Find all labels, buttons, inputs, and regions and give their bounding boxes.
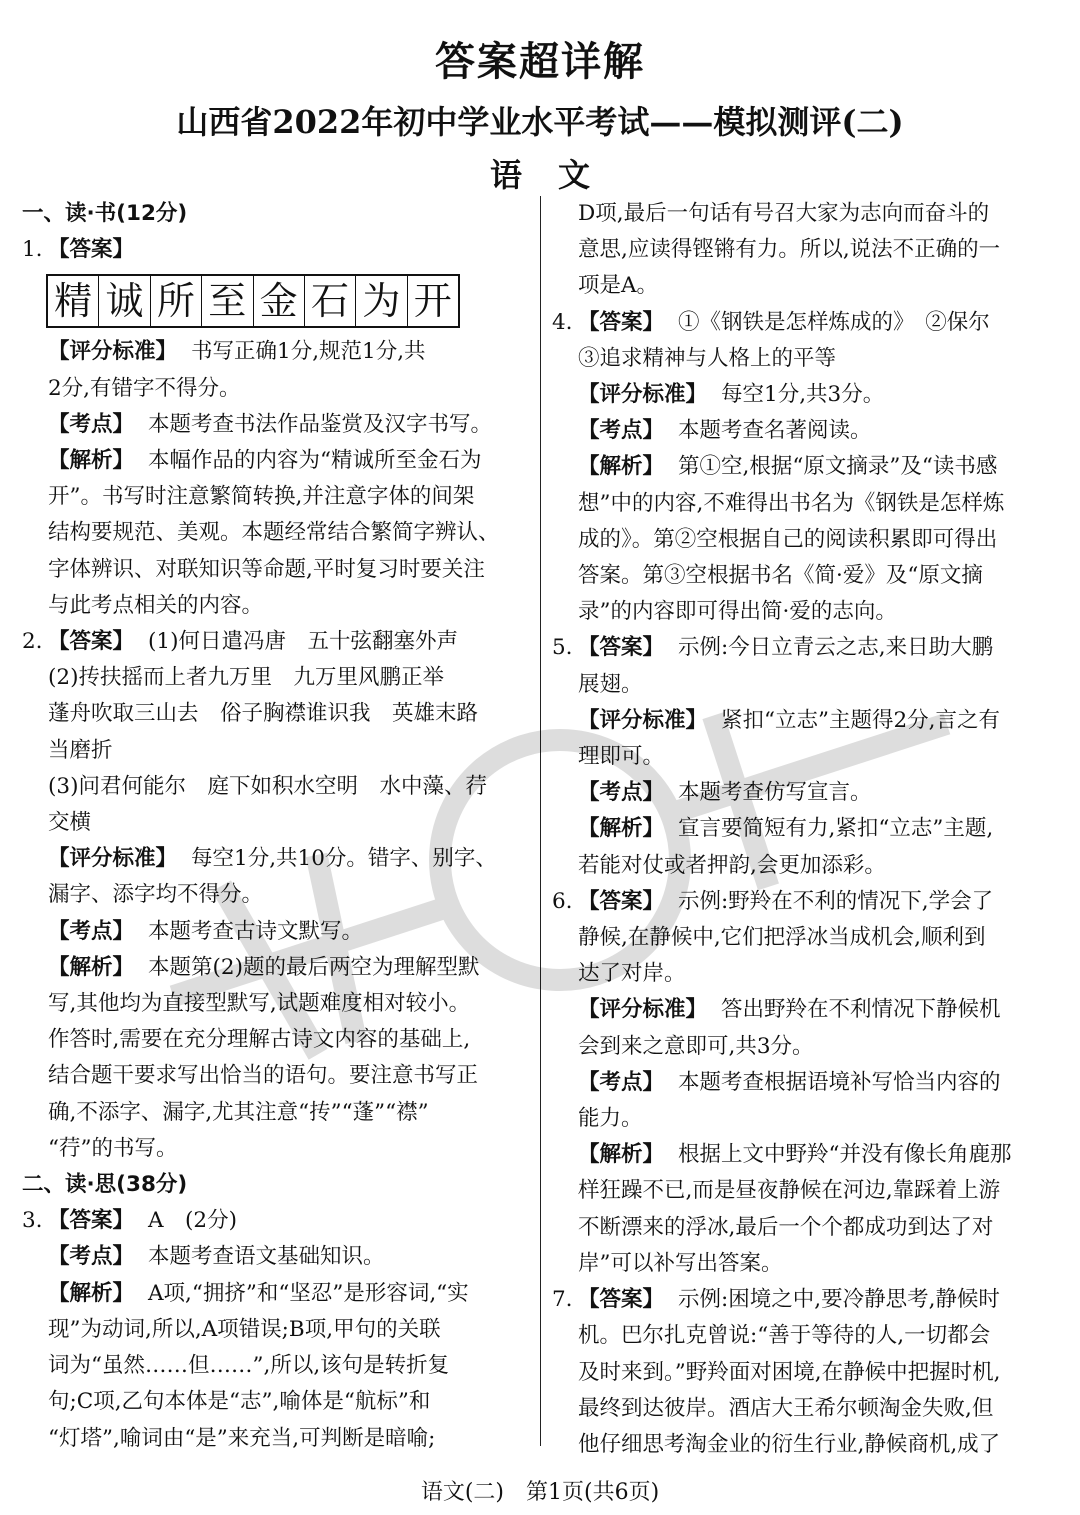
analysis-label: 【解析】 <box>48 1280 135 1306</box>
knowledge-text: 本题考查古诗文默写。 <box>148 918 364 944</box>
subject-title <box>0 150 1080 196</box>
answer-line: 及时来到。”野羚面对困境,在静候中把握时机, <box>578 1359 1001 1385</box>
answer-text: A (2分) <box>148 1208 237 1234</box>
analysis-line: 不断漂来的浮冰,最后一个个都成功到达了对 <box>578 1214 994 1240</box>
scoring-label: 【评分标准】 <box>578 707 708 733</box>
analysis-line: 想”中的内容,不难得出书名为《钢铁是怎样炼 <box>578 490 1005 516</box>
q6-knowledge-point <box>552 1065 1058 1101</box>
question-6 <box>552 884 1058 920</box>
question-1 <box>22 232 528 268</box>
q3-analysis-cont: 意思,应读得铿锵有力。所以,说法不正确的一 <box>578 237 1001 263</box>
scoring-text-cont: 2分,有错字不得分。 <box>48 375 241 401</box>
analysis-line: 与此考点相关的内容。 <box>48 592 264 618</box>
knowledge-label: 【考点】 <box>48 918 135 944</box>
analysis-line: 开”。书写时注意繁简转换,并注意字体的间架 <box>48 484 475 510</box>
answer-label: 【答案】 <box>578 888 665 914</box>
grid-cell: 为 <box>356 276 407 326</box>
answer-text: 示例:野羚在不利的情况下,学会了 <box>678 888 994 914</box>
q3-analysis <box>22 1276 528 1312</box>
q1-knowledge-point <box>22 407 528 443</box>
analysis-text: 宣言要简短有力,紧扣“立志”主题, <box>678 816 994 842</box>
question-number: 5. <box>552 635 573 661</box>
answer-label: 【答案】 <box>578 635 665 661</box>
q5-analysis <box>552 811 1058 847</box>
answer-line: ③追求精神与人格上的平等 <box>578 345 837 371</box>
answer-text: ①《钢铁是怎样炼成的》 ②保尔 <box>678 309 990 335</box>
answer-text: 示例:困境之中,要冷静思考,静候时 <box>678 1287 1000 1313</box>
answer-text: (1)何日遣冯唐 五十弦翻塞外声 <box>148 629 458 655</box>
analysis-line: 成的》。第②空根据自己的阅读积累即可得出 <box>578 526 998 552</box>
analysis-line: 岸”可以补写出答案。 <box>578 1250 783 1276</box>
question-2 <box>22 624 528 660</box>
question-4 <box>552 305 1058 341</box>
q3-analysis-cont: 项是A。 <box>578 273 659 299</box>
q2-knowledge-point <box>22 914 528 950</box>
analysis-label: 【解析】 <box>48 448 135 474</box>
grid-cell: 所 <box>151 276 202 326</box>
analysis-line: 录”的内容即可得出简·爱的志向。 <box>578 599 897 625</box>
analysis-line: 现”为动词,所以,A项错误;B项,甲句的关联 <box>48 1316 441 1342</box>
analysis-line: 结构要规范、美观。本题经常结合繁简字辨认、 <box>48 520 500 546</box>
answer-line: 当磨折 <box>48 737 113 763</box>
knowledge-label: 【考点】 <box>48 1244 135 1270</box>
analysis-line: “灯塔”,喻词由“是”来充当,可判断是暗喻; <box>48 1425 436 1451</box>
answer-label: 【答案】 <box>48 629 135 655</box>
answer-line: 展翅。 <box>578 671 643 697</box>
question-7 <box>552 1282 1058 1318</box>
answer-line: 交横 <box>48 810 92 836</box>
scoring-text-cont: 会到来之意即可,共3分。 <box>578 1033 814 1059</box>
scoring-text-cont: 漏字、添字均不得分。 <box>48 882 264 908</box>
q4-scoring <box>552 377 1058 413</box>
answer-label: 【答案】 <box>578 1287 665 1313</box>
grid-cell: 至 <box>202 276 253 326</box>
scoring-label: 【评分标准】 <box>48 339 178 365</box>
grid-cell: 金 <box>254 276 305 326</box>
q4-knowledge-point <box>552 413 1058 449</box>
knowledge-text: 本题考查书法作品鉴赏及汉字书写。 <box>148 411 493 437</box>
knowledge-text: 本题考查根据语境补写恰当内容的 <box>678 1069 1001 1095</box>
analysis-text: 根据上文中野羚“并没有像长角鹿那 <box>678 1142 1012 1168</box>
section-heading-2: 二、读·思(38分) <box>22 1172 188 1198</box>
answer-line: 达了对岸。 <box>578 961 686 987</box>
q1-analysis <box>22 443 528 479</box>
analysis-line: 句;C项,乙句本体是“志”,喻体是“航标”和 <box>48 1389 431 1415</box>
section-heading-1: 一、读·书(12分) <box>22 201 188 226</box>
q1-scoring <box>22 334 528 370</box>
exam-title: 山西省2022年初中学业水平考试——模拟测评(二) <box>176 103 904 141</box>
q2-analysis <box>22 950 528 986</box>
q2-scoring <box>22 841 528 877</box>
answer-line: 静候,在静候中,它们把浮冰当成机会,顺利到 <box>578 925 986 951</box>
left-column <box>22 196 528 1457</box>
grid-cell: 精 <box>48 276 99 326</box>
knowledge-text: 本题考查语文基础知识。 <box>148 1244 385 1270</box>
right-column <box>552 196 1058 1463</box>
analysis-line: 写,其他均为直接型默写,试题难度相对较小。 <box>48 991 471 1017</box>
answer-line: 最终到达彼岸。酒店大王希尔顿淘金失败,但 <box>578 1395 994 1421</box>
subject-char-1: 语 <box>489 156 522 194</box>
calligraphy-grid <box>46 274 460 328</box>
knowledge-label: 【考点】 <box>578 780 665 806</box>
question-number: 1. <box>22 237 43 263</box>
analysis-line: 结合题干要求写出恰当的语句。要注意书写正 <box>48 1063 479 1089</box>
page-banner-title: 答案超详解 <box>435 39 645 85</box>
analysis-line: 答案。第③空根据书名《简·爱》及“原文摘 <box>578 563 983 589</box>
q5-knowledge-point <box>552 775 1058 811</box>
q5-scoring <box>552 703 1058 739</box>
knowledge-label: 【考点】 <box>578 418 665 444</box>
knowledge-text: 本题考查仿写宣言。 <box>678 780 872 806</box>
analysis-text: 本题第(2)题的最后两空为理解型默 <box>148 954 480 980</box>
q3-knowledge-point <box>22 1239 528 1275</box>
question-number: 7. <box>552 1287 573 1313</box>
analysis-label: 【解析】 <box>578 454 665 480</box>
answer-line: (2)抟扶摇而上者九万里 九万里风鹏正举 <box>48 665 444 691</box>
analysis-line: 若能对仗或者押韵,会更加添彩。 <box>578 852 886 878</box>
scoring-text: 每空1分,共3分。 <box>721 382 885 408</box>
page-footer: 语文(二) 第1页(共6页) <box>420 1480 660 1505</box>
question-number: 2. <box>22 629 43 655</box>
analysis-label: 【解析】 <box>578 816 665 842</box>
scoring-label: 【评分标准】 <box>48 846 178 872</box>
question-number: 3. <box>22 1208 43 1234</box>
analysis-label: 【解析】 <box>48 954 135 980</box>
answer-label: 【答案】 <box>48 1208 135 1234</box>
answer-label: 【答案】 <box>48 237 135 263</box>
question-5 <box>552 630 1058 666</box>
answer-line: 蓬舟吹取三山去 俗子胸襟谁识我 英雄末路 <box>48 701 479 727</box>
grid-cell: 开 <box>413 279 452 324</box>
column-divider <box>540 196 541 1446</box>
answer-label: 【答案】 <box>578 309 665 335</box>
answer-line: 机。巴尔扎克曾说:“善于等待的人,一切都会 <box>578 1323 991 1349</box>
answer-line: (3)问君何能尔 庭下如积水空明 水中藻、荇 <box>48 773 487 799</box>
scoring-label: 【评分标准】 <box>578 997 708 1023</box>
answer-text: 示例:今日立青云之志,来日助大鹏 <box>678 635 994 661</box>
analysis-text: 第①空,根据“原文摘录”及“读书感 <box>678 454 998 480</box>
scoring-text: 书写正确1分,规范1分,共 <box>191 339 426 365</box>
knowledge-text-cont: 能力。 <box>578 1106 643 1132</box>
answer-line: 他仔细思考淘金业的衍生行业,静候商机,成了 <box>578 1431 1001 1457</box>
analysis-line: 字体辨识、对联知识等命题,平时复习时要关注 <box>48 556 485 582</box>
subject-char-2: 文 <box>558 156 591 194</box>
analysis-label: 【解析】 <box>578 1142 665 1168</box>
q6-scoring <box>552 992 1058 1028</box>
analysis-line: 确,不添字、漏字,尤其注意“抟”“蓬”“襟” <box>48 1099 429 1125</box>
grid-cell: 石 <box>305 276 356 326</box>
knowledge-label: 【考点】 <box>48 411 135 437</box>
question-number: 6. <box>552 888 573 914</box>
q4-analysis <box>552 449 1058 485</box>
analysis-text: 本幅作品的内容为“精诚所至金石为 <box>148 448 482 474</box>
question-number: 4. <box>552 309 573 335</box>
q6-analysis <box>552 1137 1058 1173</box>
knowledge-text: 本题考查名著阅读。 <box>678 418 872 444</box>
scoring-text: 紧扣“立志”主题得2分,言之有 <box>721 707 1001 733</box>
knowledge-label: 【考点】 <box>578 1069 665 1095</box>
analysis-line: 词为“虽然……但……”,所以,该句是转折复 <box>48 1353 450 1379</box>
scoring-label: 【评分标准】 <box>578 382 708 408</box>
analysis-text: A项,“拥挤”和“坚忍”是形容词,“实 <box>148 1280 469 1306</box>
q3-analysis-cont: D项,最后一句话有号召大家为志向而奋斗的 <box>578 201 990 226</box>
analysis-line: 样狂躁不已,而是昼夜静候在河边,靠踩着上游 <box>578 1178 1001 1204</box>
scoring-text-cont: 理即可。 <box>578 744 665 770</box>
question-3 <box>22 1203 528 1239</box>
scoring-text: 答出野羚在不利情况下静候机 <box>721 997 1001 1023</box>
grid-cell: 诚 <box>99 276 150 326</box>
analysis-line: 作答时,需要在充分理解古诗文内容的基础上, <box>48 1027 471 1053</box>
scoring-text: 每空1分,共10分。错字、别字、 <box>191 846 497 872</box>
analysis-line: “荇”的书写。 <box>48 1135 178 1161</box>
